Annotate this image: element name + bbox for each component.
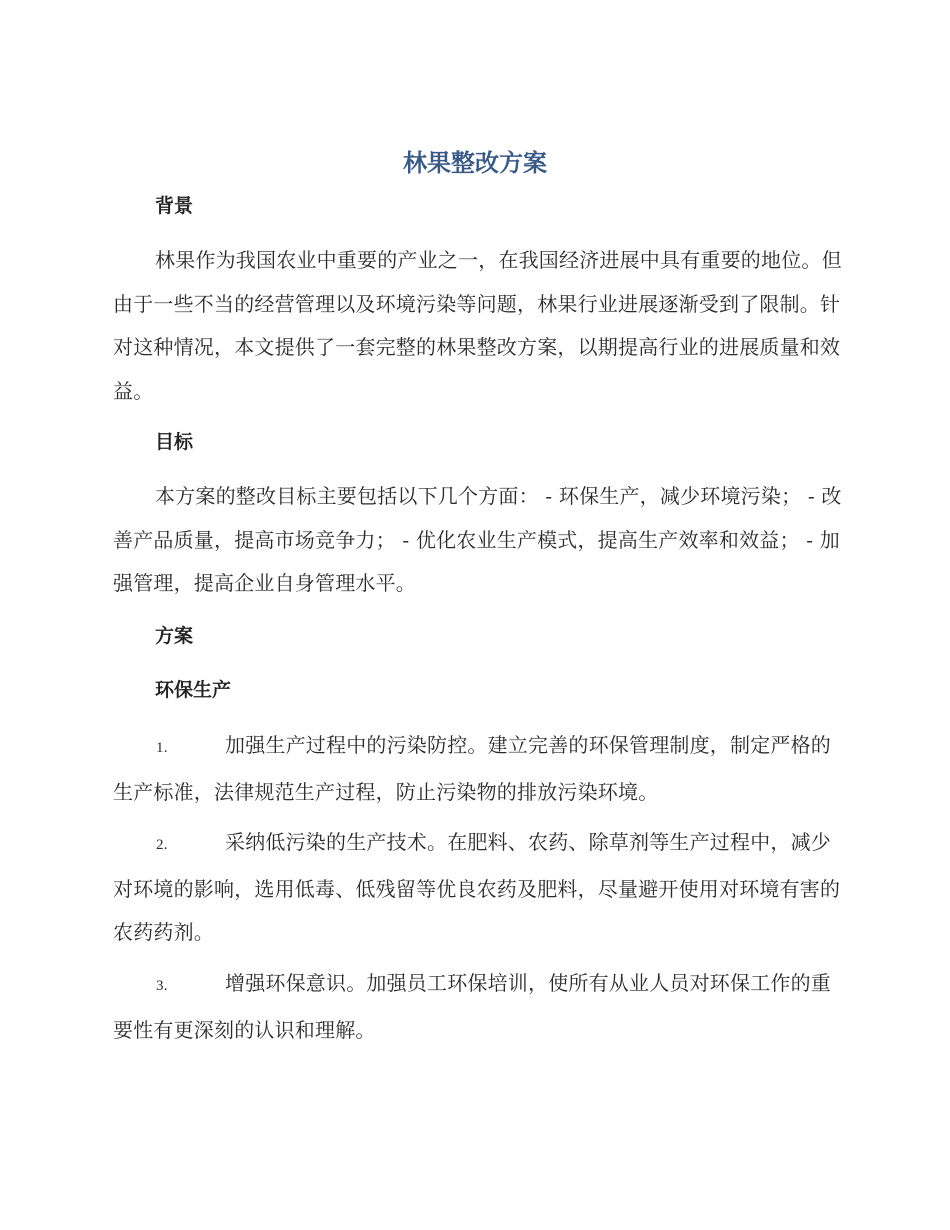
list-item-text: 增强环保意识。加强员工环保培训，使所有从业人员对环保工作的重要性有更深刻的认识和理解。 bbox=[113, 971, 831, 1042]
background-paragraph: 林果作为我国农业中重要的产业之一，在我国经济进展中具有重要的地位。但由于一些不当的经营管理以及环境污染等问题，林果行业进展逐渐受到了限制。针对这种情况，本文提供了一套完整的林果整改方案，以期提高行业的进展质量和效益。 bbox=[113, 248, 842, 403]
list-item-number: 2. bbox=[156, 837, 168, 853]
list-item bbox=[113, 724, 843, 814]
list-item-number: 3. bbox=[156, 978, 168, 994]
section-heading-background: 背景 bbox=[155, 195, 194, 217]
section-heading-plan: 方案 bbox=[155, 625, 194, 647]
list-item-text: 采纳低污染的生产技术。在肥料、农药、除草剂等生产过程中，减少对环境的影响，选用低毒、低残留等优良农药及肥料，尽量避开使用对环境有害的农药药剂。 bbox=[113, 830, 841, 944]
list-item bbox=[113, 821, 843, 955]
list-item-text: 加强生产过程中的污染防控。建立完善的环保管理制度，制定严格的生产标准，法律规范生产过程，防止污染物的排放污染环境。 bbox=[113, 733, 831, 804]
list-item-number: 1. bbox=[156, 740, 168, 756]
list-item bbox=[113, 962, 843, 1052]
goals-paragraph: 本方案的整改目标主要包括以下几个方面： - 环保生产，减少环境污染； - 改善产品质量，提高市场竞争力； - 优化农业生产模式，提高生产效率和效益； - 加强管理，提高企业自身管理水平。 bbox=[113, 484, 842, 595]
section-heading-goals: 目标 bbox=[155, 431, 194, 453]
document-title: 林果整改方案 bbox=[403, 149, 547, 177]
subsection-heading-eco-production: 环保生产 bbox=[155, 679, 232, 701]
